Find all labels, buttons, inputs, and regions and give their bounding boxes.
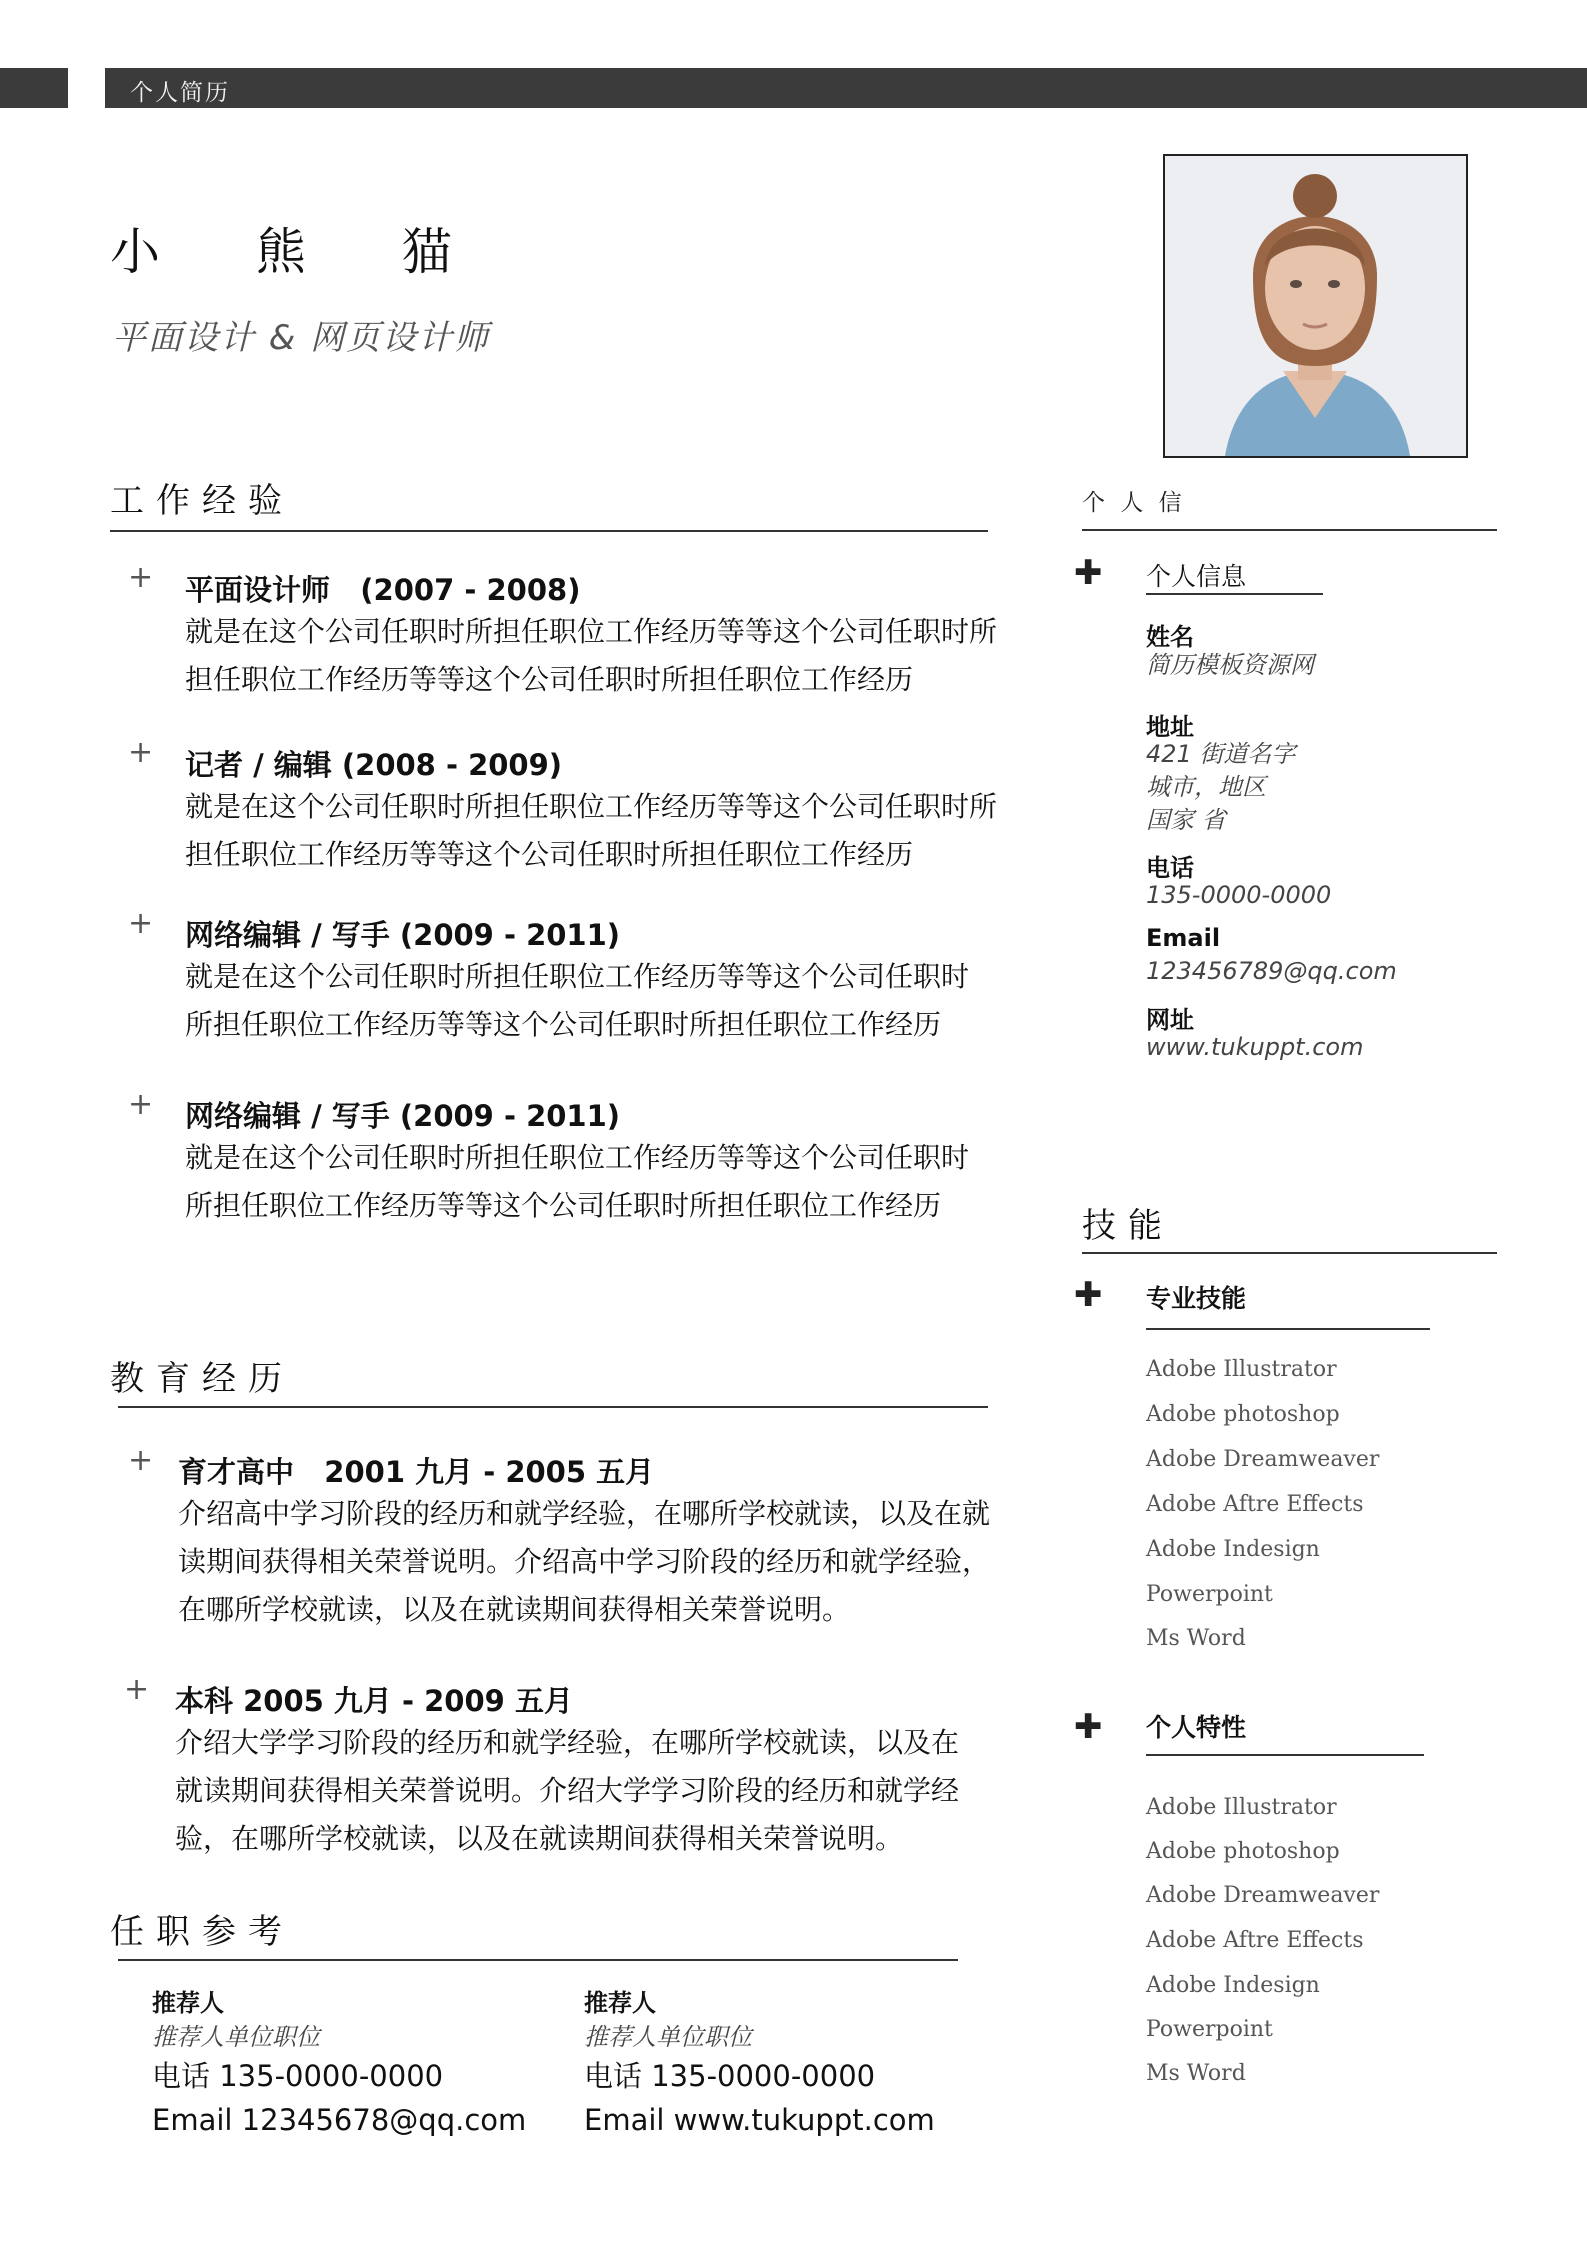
field-value-name: 简历模板资源网 — [1146, 651, 1314, 679]
field-label-address: 地址 — [1146, 713, 1194, 741]
work-entry-desc — [185, 608, 997, 704]
desc-line: 所担任职位工作经历等等这个公司任职时所担任职位工作经历 — [185, 1008, 942, 1041]
field-value-email: 123456789@qq.com — [1146, 957, 1397, 985]
plus-icon: + — [128, 1087, 154, 1122]
education-entry-desc — [175, 1719, 959, 1863]
trait-item: Adobe Indesign — [1146, 1973, 1320, 1998]
address-line: 国家 省 — [1146, 806, 1226, 834]
traits-rule — [1146, 1754, 1424, 1756]
desc-line: 就读期间获得相关荣誉说明。介绍大学学习阶段的经历和就学经 — [175, 1774, 960, 1807]
reference-phone: 电话 135-0000-0000 — [152, 2059, 444, 2093]
field-value-address — [1146, 738, 1295, 837]
traits-title: 个人特性 — [1146, 1713, 1247, 1742]
person-name: 小 熊 猫 — [110, 223, 492, 281]
desc-line: 就是在这个公司任职时所担任职位工作经历等等这个公司任职时 — [185, 960, 970, 993]
trait-item: Ms Word — [1146, 2061, 1246, 2086]
work-entry-title: 网络编辑 / 写手 (2009 - 2011) — [185, 918, 621, 952]
header-title: 个人简历 — [130, 80, 230, 106]
desc-line: 读期间获得相关荣誉说明。介绍高中学习阶段的经历和就学经验， — [178, 1545, 991, 1578]
portrait-illustration — [1165, 156, 1466, 456]
skills-section-rule — [1082, 1252, 1497, 1254]
reference-label: 推荐人 — [584, 1989, 656, 2017]
trait-item: Adobe photoshop — [1146, 1839, 1340, 1864]
field-label-website: 网址 — [1146, 1006, 1194, 1034]
desc-line: 担任职位工作经历等等这个公司任职时所担任职位工作经历 — [185, 838, 914, 871]
work-entry-title: 记者 / 编辑 (2008 - 2009) — [185, 748, 563, 782]
work-entry-desc — [185, 783, 997, 879]
desc-line: 验，在哪所学校就读，以及在就读期间获得相关荣誉说明。 — [175, 1822, 904, 1855]
reference-email: Email 12345678@qq.com — [152, 2103, 527, 2137]
field-label-phone: 电话 — [1146, 854, 1194, 882]
work-section-title: 工作经验 — [110, 481, 294, 521]
personal-section-rule — [1082, 529, 1497, 531]
skill-item: Adobe Illustrator — [1146, 1357, 1337, 1382]
header-bar — [105, 68, 1587, 108]
desc-line: 就是在这个公司任职时所担任职位工作经历等等这个公司任职时 — [185, 1141, 970, 1174]
desc-line: 就是在这个公司任职时所担任职位工作经历等等这个公司任职时所 — [185, 790, 998, 823]
skill-item: Adobe Indesign — [1146, 1537, 1320, 1562]
work-entry-desc — [185, 953, 969, 1049]
skill-item: Adobe photoshop — [1146, 1402, 1340, 1427]
header-bar-left — [0, 68, 68, 108]
plus-icon: ✚ — [1074, 1707, 1103, 1747]
work-entry-desc — [185, 1134, 969, 1230]
skill-item: Ms Word — [1146, 1626, 1246, 1651]
plus-icon: + — [124, 1672, 150, 1707]
plus-icon: + — [128, 735, 154, 770]
skills-section-title: 技能 — [1082, 1206, 1174, 1246]
work-entry-title: 平面设计师 (2007 - 2008) — [185, 573, 581, 607]
personal-sub-rule — [1146, 593, 1323, 595]
plus-icon: ✚ — [1074, 1275, 1103, 1315]
plus-icon: ✚ — [1074, 553, 1103, 593]
desc-line: 介绍高中学习阶段的经历和就学经验，在哪所学校就读，以及在就 — [178, 1497, 991, 1530]
education-section-title: 教育经历 — [110, 1359, 294, 1399]
desc-line: 所担任职位工作经历等等这个公司任职时所担任职位工作经历 — [185, 1189, 942, 1222]
education-entry-desc — [178, 1490, 990, 1634]
trait-item: Adobe Illustrator — [1146, 1795, 1337, 1820]
references-section-rule — [118, 1959, 958, 1961]
desc-line: 就是在这个公司任职时所担任职位工作经历等等这个公司任职时所 — [185, 615, 998, 648]
personal-sub-title: 个人信息 — [1146, 562, 1247, 591]
portrait-photo — [1163, 154, 1468, 458]
reference-label: 推荐人 — [152, 1989, 224, 2017]
job-title: 平面设计 & 网页设计师 — [112, 318, 491, 358]
skill-item: Powerpoint — [1146, 1582, 1273, 1607]
field-value-phone: 135-0000-0000 — [1146, 881, 1332, 909]
reference-email: Email www.tukuppt.com — [584, 2103, 935, 2137]
reference-phone: 电话 135-0000-0000 — [584, 2059, 876, 2093]
skill-item: Adobe Dreamweaver — [1146, 1447, 1380, 1472]
plus-icon: + — [128, 1443, 154, 1478]
education-section-rule — [118, 1406, 988, 1408]
desc-line: 在哪所学校就读，以及在就读期间获得相关荣誉说明。 — [178, 1593, 851, 1626]
desc-line: 介绍大学学习阶段的经历和就学经验，在哪所学校就读，以及在 — [175, 1726, 960, 1759]
work-entry-title: 网络编辑 / 写手 (2009 - 2011) — [185, 1099, 621, 1133]
desc-line: 担任职位工作经历等等这个公司任职时所担任职位工作经历 — [185, 663, 914, 696]
address-line: 421 街道名字 — [1146, 740, 1296, 768]
field-label-name: 姓名 — [1146, 623, 1194, 651]
trait-item: Adobe Aftre Effects — [1146, 1928, 1364, 1953]
plus-icon: + — [128, 560, 154, 595]
work-section-rule — [110, 530, 988, 532]
reference-position: 推荐人单位职位 — [152, 2023, 320, 2051]
field-value-website: www.tukuppt.com — [1146, 1033, 1364, 1061]
plus-icon: + — [128, 906, 154, 941]
professional-skills-title: 专业技能 — [1146, 1284, 1247, 1313]
professional-skills-rule — [1146, 1328, 1430, 1330]
trait-item: Powerpoint — [1146, 2017, 1273, 2042]
education-entry-title: 本科 2005 九月 - 2009 五月 — [175, 1684, 573, 1718]
trait-item: Adobe Dreamweaver — [1146, 1883, 1380, 1908]
skill-item: Adobe Aftre Effects — [1146, 1492, 1364, 1517]
references-section-title: 任职参考 — [110, 1912, 294, 1952]
personal-section-title: 个 人 信 — [1082, 490, 1186, 516]
education-entry-title: 育才高中 2001 九月 - 2005 五月 — [178, 1455, 655, 1489]
field-label-email: Email — [1146, 924, 1221, 952]
reference-position: 推荐人单位职位 — [584, 2023, 752, 2051]
address-line: 城市，地区 — [1146, 773, 1266, 801]
